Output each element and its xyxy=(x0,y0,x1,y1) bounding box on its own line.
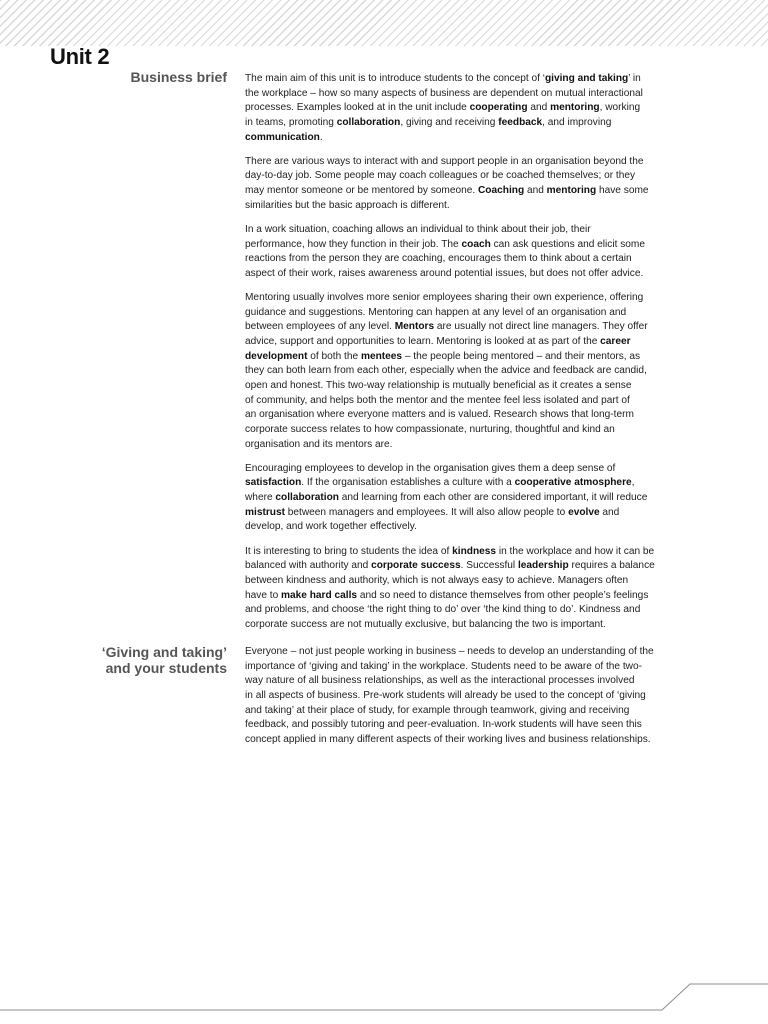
key-term: communication xyxy=(245,131,320,143)
text-line xyxy=(245,589,695,604)
text-run: and learning from each other are considered important, it will reduce xyxy=(338,492,648,504)
text-run: and so need to distance themselves from other people’s feelings xyxy=(357,589,649,601)
text-line xyxy=(245,438,695,453)
text-run: and xyxy=(524,185,547,197)
text-line xyxy=(245,335,695,350)
text-run: processes. Examples looked at in the unit include xyxy=(245,102,470,114)
text-run: . Successful xyxy=(460,560,518,572)
text-run: It is interesting to bring to students the idea of xyxy=(245,545,453,557)
text-line xyxy=(245,320,695,335)
text-run: performance, how they function in their job. The xyxy=(245,238,462,250)
text-run: requires a balance xyxy=(568,560,655,572)
text-run: organisation and its mentors are. xyxy=(245,438,393,450)
text-line xyxy=(245,733,695,748)
body-paragraph xyxy=(245,645,695,748)
key-term: mentoring xyxy=(550,102,600,114)
text-run: between kindness and authority, which is not always easy to achieve. Managers often xyxy=(245,574,629,586)
key-term: mentoring xyxy=(546,185,597,197)
text-run: have some xyxy=(596,185,649,197)
key-term: kindness xyxy=(452,545,497,557)
text-line xyxy=(245,704,695,719)
text-line xyxy=(245,603,695,618)
body-paragraph xyxy=(245,291,695,452)
text-run: and xyxy=(527,102,551,114)
text-line xyxy=(245,660,695,675)
text-line xyxy=(245,72,695,87)
text-run: can ask questions and elicit some xyxy=(490,238,645,250)
giving-and-taking-body xyxy=(245,645,695,757)
text-run: In a work situation, coaching allows an individual to think about their job, their xyxy=(245,223,591,235)
text-run: develop, and work together effectively. xyxy=(245,521,417,533)
heading-line: and your students xyxy=(105,660,227,676)
text-line xyxy=(245,184,695,199)
text-run: , working xyxy=(599,102,641,114)
text-run: of both the xyxy=(307,350,361,362)
text-line xyxy=(245,545,695,560)
text-line xyxy=(245,520,695,535)
text-line xyxy=(245,718,695,733)
key-term: satisfaction xyxy=(245,477,302,489)
text-run: The main aim of this unit is to introduce students to the concept of ‘ xyxy=(245,73,545,84)
key-term: development xyxy=(245,350,308,362)
text-run: and taking’ at their place of study, for example through teamwork, giving and receiving xyxy=(245,704,630,716)
text-run: similarities but the basic approach is different. xyxy=(245,199,450,211)
text-run: and problems, and choose ‘the right thing to do’ over ‘the kind thing to do’. Kindness and xyxy=(245,604,641,616)
text-line xyxy=(245,394,695,409)
text-line xyxy=(245,252,695,267)
text-line xyxy=(245,674,695,689)
text-run: have to xyxy=(245,589,282,601)
text-run: the workplace – how so many aspects of business are dependent on mutual interactional xyxy=(245,87,643,99)
text-run: aspect of their work, raises awareness around potential issues, but does not offer advice. xyxy=(245,267,644,279)
text-run: between employees of any level. xyxy=(245,321,395,333)
text-run: concept applied in many different aspects of their working lives and business relationships. xyxy=(245,733,651,745)
text-run: , giving and receiving xyxy=(400,116,499,128)
text-run: corporate success relates to how compassionate, nurturing, thoughtful and kind an xyxy=(245,423,615,435)
text-run: reactions from the person they are coaching, encourages them to think about a certain xyxy=(245,253,632,265)
text-line xyxy=(245,364,695,379)
body-paragraph xyxy=(245,72,695,145)
text-run: they can both learn from each other, especially when the advice and feedback are candid, xyxy=(245,365,647,377)
text-line xyxy=(245,559,695,574)
business-brief-heading xyxy=(131,69,227,85)
business-brief-body xyxy=(245,72,695,642)
text-line xyxy=(245,423,695,438)
text-run: an organisation where everyone matters and is valued. Research shows that long-term xyxy=(245,409,634,421)
body-paragraph xyxy=(245,462,695,535)
text-run: – the people being mentored – and their mentors, as xyxy=(402,350,641,362)
text-line xyxy=(245,116,695,131)
text-line xyxy=(245,618,695,633)
text-run: , and improving xyxy=(542,116,612,128)
text-run: Everyone – not just people working in business – needs to develop an understanding of the xyxy=(245,646,654,657)
key-term: mentees xyxy=(360,350,403,362)
key-term: coach xyxy=(461,238,491,250)
text-run: advice, support and opportunities to learn. Mentoring is looked at as part of the xyxy=(245,336,601,347)
text-line xyxy=(245,689,695,704)
text-run: where xyxy=(245,492,276,504)
text-line xyxy=(245,291,695,306)
key-term: mistrust xyxy=(245,506,285,518)
text-run: ’ in xyxy=(628,73,641,84)
text-line xyxy=(245,87,695,102)
text-line xyxy=(245,306,695,321)
text-run: in all aspects of business. Pre-work students will already be used to the concept of ‘giving xyxy=(245,689,646,701)
key-term: leadership xyxy=(517,560,569,572)
unit-title: Unit 2 xyxy=(50,44,110,69)
key-term: make hard calls xyxy=(281,589,358,601)
body-paragraph xyxy=(245,545,695,633)
text-run: importance of ‘giving and taking’ in the workplace. Students need to be aware of the two- xyxy=(245,660,642,672)
key-term: feedback xyxy=(498,116,543,128)
giving-and-taking-heading xyxy=(102,644,227,676)
key-term: corporate success xyxy=(371,560,461,572)
text-run: in teams, promoting xyxy=(245,116,337,128)
text-run: and xyxy=(599,506,620,518)
text-run: . xyxy=(319,131,323,143)
text-line xyxy=(245,199,695,214)
text-run: . If the organisation establishes a culture with a xyxy=(301,477,515,489)
text-line xyxy=(245,379,695,394)
text-line xyxy=(245,238,695,253)
text-run: between managers and employees. It will also allow people to xyxy=(284,506,569,518)
text-line xyxy=(245,131,695,146)
heading-line: Business brief xyxy=(130,69,227,85)
text-run: balanced with authority and xyxy=(245,560,372,572)
text-run: There are various ways to interact with and support people in an organisation beyond the xyxy=(245,155,644,167)
key-term: cooperating xyxy=(469,102,528,114)
text-run: feedback, and possibly tutoring and peer-evaluation. In-work students will have seen this xyxy=(245,719,642,731)
key-term: evolve xyxy=(568,506,600,518)
text-line xyxy=(245,223,695,238)
text-line xyxy=(245,350,695,365)
text-line xyxy=(245,645,695,660)
text-line xyxy=(245,574,695,589)
text-run: Mentoring usually involves more senior employees sharing their own experience, offering xyxy=(245,292,644,304)
text-line xyxy=(245,506,695,521)
key-term: collaboration xyxy=(275,492,339,504)
text-run: day-to-day job. Some people may coach colleagues or be coached themselves; or they xyxy=(245,170,636,182)
text-run: open and honest. This two-way relationship is mutually beneficial as it creates a sense xyxy=(245,379,632,391)
footer-rule xyxy=(0,980,768,1024)
header-hatch-band xyxy=(0,0,768,46)
text-line xyxy=(245,155,695,170)
key-term: giving and taking xyxy=(544,73,629,84)
text-run: Encouraging employees to develop in the organisation gives them a deep sense of xyxy=(245,462,616,474)
text-line xyxy=(245,462,695,477)
key-term: collaboration xyxy=(336,116,401,128)
text-line xyxy=(245,101,695,116)
heading-line: ‘Giving and taking’ xyxy=(101,644,227,660)
text-run: are usually not direct line managers. They offer xyxy=(434,321,648,333)
body-paragraph xyxy=(245,223,695,282)
body-paragraph xyxy=(245,155,695,214)
text-line xyxy=(245,267,695,282)
text-run: of community, and helps both the mentor and the mentee feel less isolated and part of xyxy=(245,394,630,406)
key-term: cooperative atmosphere xyxy=(514,477,632,489)
key-term: Coaching xyxy=(478,185,525,197)
text-line xyxy=(245,169,695,184)
text-run: way nature of all business relationships, as well as the interactional processes involved xyxy=(245,675,635,687)
text-line xyxy=(245,476,695,491)
text-run: guidance and suggestions. Mentoring can happen at any level of an organisation and xyxy=(245,306,627,318)
text-run: in the workplace and how it can be xyxy=(496,545,655,557)
text-run: corporate success are not mutually exclusive, but balancing the two is important. xyxy=(245,618,606,630)
text-line xyxy=(245,408,695,423)
text-line xyxy=(245,491,695,506)
key-term: career xyxy=(600,336,631,347)
key-term: Mentors xyxy=(394,321,435,333)
text-run: , xyxy=(631,477,635,489)
text-run: may mentor someone or be mentored by someone. xyxy=(245,185,478,197)
